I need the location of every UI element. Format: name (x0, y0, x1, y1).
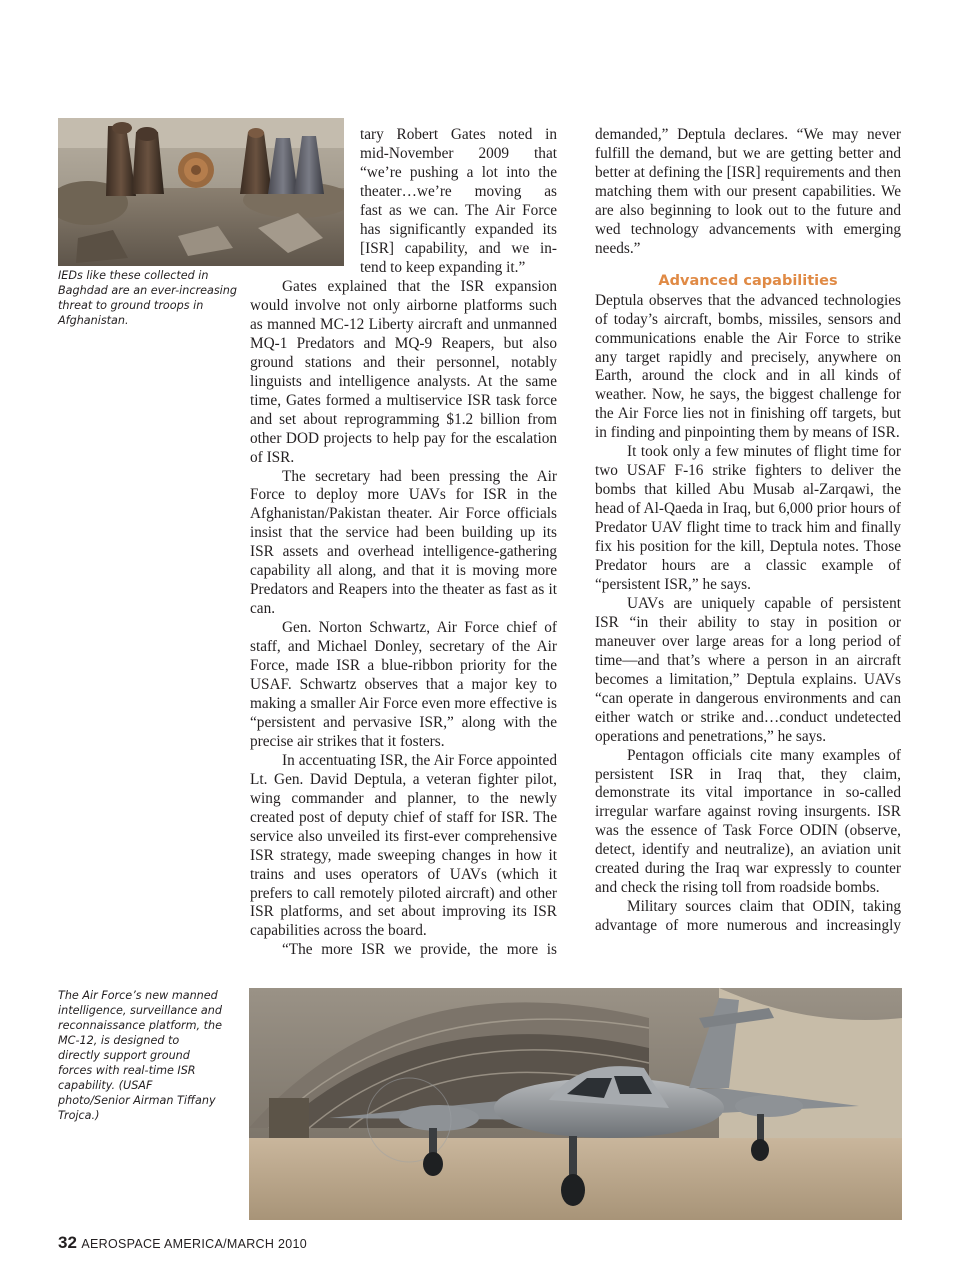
column1-line: has significantly expanded its (360, 220, 557, 238)
paragraph: “The more ISR we provide, the more is (282, 941, 557, 959)
column1-line: “we’re pushing a lot into the (360, 163, 557, 181)
paragraph: UAVs are uniquely capable of persistent ISR “in their ability to stay in position or maneuver over large areas for a long period of time—and that’s where a person in an aircraft becomes a limitation,” Deptula explains. UAVs “can operate in dangerous environments and can either watch or strike and…conduct undetected operations and penetrations,” he says. (595, 594, 901, 745)
paragraph: The secretary had been pressing the Air Force to deploy more UAVs for ISR in the Afghanistan/Pakistan theater. Air Force officials insist that the service had been building up its ISR assets and overhead intelligence-gathering capability all along, and that it is moving more Predators and Reapers into the theater as fast as it can. (250, 467, 557, 618)
column1-line: theater…we’re moving as (360, 182, 557, 200)
column1-line: tary Robert Gates noted in (360, 126, 557, 143)
column1-body (250, 278, 557, 960)
paragraph: Pentagon officials cite many examples of persistent ISR in Iraq that, they claim, demonstrate its vital importance in so-called irregular warfare against roving insurgents. ISR was the essence of Task Force ODIN (observe, detect, identify and neutralize), an aviation unit created during the Iraq war expressly to counter and check the rising toll from roadside bombs. (595, 746, 901, 897)
mc12-photo (249, 988, 902, 1220)
ied-caption: IEDs like these collected in Baghdad are an ever-increasing threat to ground troops in Afghanistan. (58, 269, 237, 327)
ied-photo (58, 118, 344, 266)
column2-body (595, 126, 901, 936)
column1-line: fast as we can. The Air Force (360, 201, 557, 219)
paragraph: In accentuating ISR, the Air Force appointed Lt. Gen. David Deptula, a veteran fighter pilot, wing commander and planner, to the newly created post of deputy chief of staff for ISR. The service also unveiled its first-ever comprehensive ISR strategy, made sweeping changes in how it trains and uses operators of UAVs (which it prefers to call remotely piloted aircraft) and other ISR platforms, and set about improving its ISR capabilities across the board. (250, 751, 557, 940)
paragraph: Military sources claim that ODIN, taking advantage of more numerous and increasingly (595, 898, 901, 935)
paragraph: Gen. Norton Schwartz, Air Force chief of staff, and Michael Donley, secretary of the Air Force, made ISR a blue-ribbon priority for the USAF. Schwartz observes that a major key to making a smaller Air Force even more effective is “persistent and pervasive ISR,” along with the precise air strikes that it fosters. (250, 619, 557, 750)
page-footer (58, 1233, 307, 1253)
column1-line: [ISR] capability, and we in- (360, 239, 557, 257)
column1-top (360, 126, 557, 278)
column1-line: mid-November 2009 that (360, 144, 557, 162)
paragraph: Deptula observes that the advanced technologies of today’s aircraft, bombs, missiles, sensors and communications enable the Air Force to strike any target rapidly and precisely, anywhere on Earth, around the clock and in all kinds of weather. Now, he says, the biggest challenge for the Air Force lies not in finishing off targets, but in finding and pinpointing them by means of ISR. (595, 291, 901, 442)
page-number: 32 (58, 1233, 77, 1252)
publication-name: AEROSPACE AMERICA/MARCH 2010 (81, 1237, 307, 1251)
section-heading: Advanced capabilities (658, 272, 838, 289)
paragraph: It took only a few minutes of flight time for two USAF F-16 strike fighters to deliver the bombs that killed Abu Musab al-Zarqawi, the head of Al-Qaeda in Iraq, but 6,000 prior hours of Predator UAV flight time to track him and finally fix his position for the kill, Deptula notes. Those Predator hours are a classic example of “persistent ISR,” he says. (595, 443, 901, 593)
paragraph: demanded,” Deptula declares. “We may never fulfill the demand, but we are getting better and better at defining the [ISR] requirements and then matching them with our present capabilities. We are also beginning to look out to the future and wed technology advancements with emerging needs.” (595, 126, 901, 257)
mc12-caption: The Air Force’s new manned intelligence, surveillance and reconnaissance platform, the MC-12, is designed to directly support ground forces with real-time ISR capability. (USAF photo/Senior Airman Tiffany Trojca.) (58, 989, 223, 1122)
column1-line: tend to keep expanding it.” (360, 258, 526, 276)
paragraph: Gates explained that the ISR expansion would involve not only airborne platforms such as manned MC-12 Liberty aircraft and unmanned MQ-1 Predators and MQ-9 Reapers, but also ground stations and their personnel, notably linguists and intelligence analysts. At the same time, Gates formed a multiservice ISR task force and set about reprogramming $1.2 billion from other DOD projects to help pay for the escalation of ISR. (250, 278, 557, 466)
